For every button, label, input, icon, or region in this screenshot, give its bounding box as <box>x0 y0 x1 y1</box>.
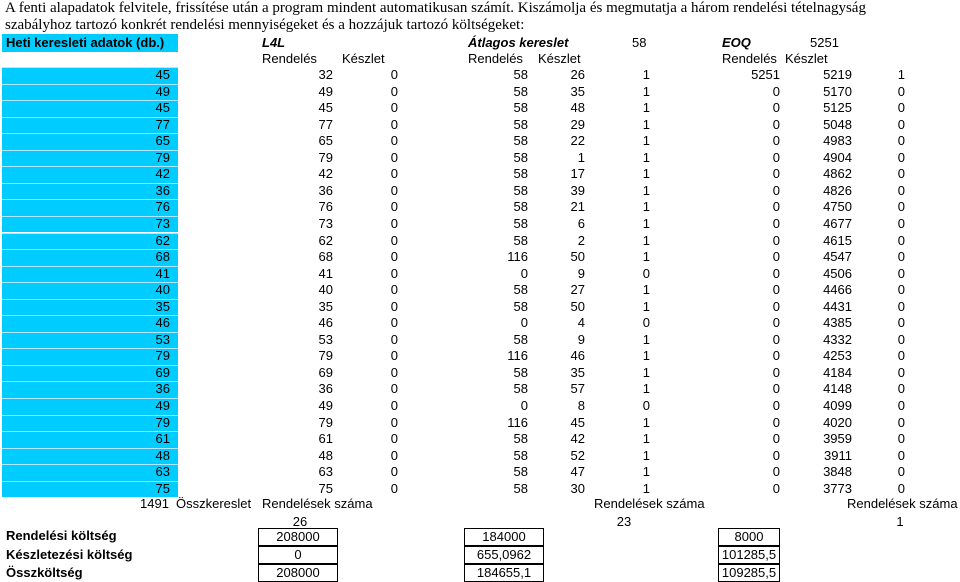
table-cell: 58 <box>513 232 528 248</box>
l4l-label: L4L <box>262 35 286 50</box>
table-cell: 45 <box>318 100 333 116</box>
eoq-order-header: Rendelés <box>722 51 777 66</box>
table-cell: 79 <box>155 348 170 364</box>
table-cell: 4615 <box>823 232 852 248</box>
table-cell: 36 <box>155 381 170 397</box>
table-cell: 0 <box>772 331 780 347</box>
table-cell: 0 <box>390 265 398 281</box>
table-cell: 57 <box>570 381 585 397</box>
table-cell: 4750 <box>823 199 852 215</box>
table-cell: 45 <box>155 67 170 82</box>
table-cell: 0 <box>897 232 905 248</box>
table-cell: 0 <box>390 133 398 149</box>
table-cell: 0 <box>897 381 905 397</box>
table-cell: 1 <box>642 249 650 265</box>
avg-orders-label: Rendelések száma <box>594 496 705 511</box>
table-cell: 58 <box>513 431 528 447</box>
table-cell: 0 <box>772 431 780 447</box>
table-cell: 79 <box>155 149 170 165</box>
table-cell: 1 <box>642 282 650 298</box>
weekly-demand-label: Heti keresleti adatok (db.) <box>6 35 165 50</box>
table-cell: 35 <box>570 364 585 380</box>
table-cell: 27 <box>570 282 585 298</box>
table-cell: 4677 <box>823 215 852 231</box>
table-cell: 4904 <box>823 149 852 165</box>
table-row <box>0 481 960 498</box>
table-cell: 58 <box>513 116 528 132</box>
table-cell: 75 <box>155 480 170 496</box>
table-cell: 0 <box>897 133 905 149</box>
table-cell: 69 <box>155 364 170 380</box>
avg-order-cost: 184000 <box>464 528 544 546</box>
table-cell: 5219 <box>823 67 852 82</box>
avg-order-header: Rendelés <box>468 51 523 66</box>
table-cell: 4099 <box>823 398 852 413</box>
table-cell: 0 <box>897 215 905 231</box>
l4l-total-cost: 208000 <box>258 564 338 582</box>
avg-demand-value: 58 <box>632 35 647 50</box>
table-cell: 58 <box>513 464 528 480</box>
table-cell: 1 <box>642 232 650 248</box>
table-row <box>0 84 960 101</box>
l4l-order-header: Rendelés <box>262 51 317 66</box>
table-row <box>0 431 960 448</box>
table-cell: 36 <box>318 182 333 198</box>
table-row <box>0 133 960 150</box>
table-cell: 2 <box>577 232 585 248</box>
table-cell: 41 <box>155 265 170 281</box>
table-row <box>0 216 960 233</box>
table-cell: 21 <box>570 199 585 215</box>
table-cell: 0 <box>897 431 905 447</box>
table-cell: 0 <box>390 100 398 116</box>
table-cell: 65 <box>155 133 170 149</box>
table-cell: 35 <box>570 83 585 99</box>
table-cell: 0 <box>390 116 398 132</box>
table-cell: 4506 <box>823 265 852 281</box>
table-cell: 0 <box>772 166 780 182</box>
table-cell: 1 <box>642 364 650 380</box>
table-cell: 58 <box>513 282 528 298</box>
table-cell: 30 <box>570 480 585 496</box>
table-cell: 79 <box>155 414 170 430</box>
table-cell: 0 <box>897 315 905 331</box>
table-cell: 0 <box>772 298 780 314</box>
table-cell: 0 <box>897 480 905 496</box>
table-cell: 4253 <box>823 348 852 364</box>
l4l-order-cost: 208000 <box>258 528 338 546</box>
table-cell: 62 <box>318 232 333 248</box>
table-cell: 1 <box>897 67 905 82</box>
table-cell: 116 <box>507 414 528 430</box>
table-cell: 36 <box>318 381 333 397</box>
table-cell: 36 <box>155 182 170 198</box>
table-cell: 1 <box>642 149 650 165</box>
table-cell: 0 <box>390 83 398 99</box>
table-row <box>0 282 960 299</box>
table-cell: 1 <box>642 447 650 463</box>
table-cell: 48 <box>155 447 170 463</box>
table-cell: 5170 <box>823 83 852 99</box>
table-cell: 1 <box>642 464 650 480</box>
table-cell: 0 <box>390 381 398 397</box>
table-cell: 0 <box>390 215 398 231</box>
table-cell: 0 <box>390 232 398 248</box>
table-cell: 4020 <box>823 414 852 430</box>
table-cell: 0 <box>772 447 780 463</box>
table-cell: 0 <box>897 348 905 364</box>
table-row <box>0 266 960 283</box>
table-cell: 50 <box>570 298 585 314</box>
table-cell: 48 <box>570 100 585 116</box>
table-cell: 63 <box>155 464 170 480</box>
table-cell: 0 <box>772 398 780 413</box>
table-cell: 4 <box>577 315 585 331</box>
l4l-stock-header: Készlet <box>342 51 385 66</box>
table-cell: 45 <box>570 414 585 430</box>
table-row <box>0 199 960 216</box>
table-cell: 0 <box>897 149 905 165</box>
table-row <box>0 299 960 316</box>
table-cell: 40 <box>155 282 170 298</box>
table-cell: 41 <box>318 265 333 281</box>
table-cell: 0 <box>642 315 650 331</box>
table-cell: 0 <box>897 447 905 463</box>
table-row <box>0 365 960 382</box>
table-cell: 0 <box>772 265 780 281</box>
l4l-orders-label: Rendelések száma <box>262 496 373 511</box>
table-cell: 0 <box>390 364 398 380</box>
table-cell: 58 <box>513 67 528 82</box>
table-cell: 1 <box>642 298 650 314</box>
table-cell: 0 <box>642 265 650 281</box>
table-cell: 0 <box>772 282 780 298</box>
table-cell: 0 <box>642 398 650 413</box>
table-cell: 22 <box>570 133 585 149</box>
table-cell: 0 <box>390 431 398 447</box>
table-cell: 42 <box>318 166 333 182</box>
table-cell: 48 <box>318 447 333 463</box>
table-row <box>0 117 960 134</box>
table-cell: 62 <box>155 232 170 248</box>
table-cell: 0 <box>772 232 780 248</box>
table-cell: 0 <box>772 315 780 331</box>
intro-line-1: A fenti alapadatok felvitele, frissítése után a program mindent automatikusan számít. Kiszámolja és megmutatja a három rendelési tételnagyság <box>5 0 866 16</box>
table-cell: 0 <box>772 149 780 165</box>
table-cell: 4547 <box>823 249 852 265</box>
table-cell: 77 <box>155 116 170 132</box>
intro-line-2: szabályhoz tartozó konkrét rendelési mennyiségeket és a hozzájuk tartozó költségeket: <box>5 17 525 33</box>
table-cell: 0 <box>390 282 398 298</box>
table-cell: 0 <box>772 116 780 132</box>
eoq-order-cost: 8000 <box>718 528 780 546</box>
table-cell: 0 <box>897 298 905 314</box>
table-cell: 49 <box>318 83 333 99</box>
table-cell: 0 <box>772 381 780 397</box>
table-cell: 4862 <box>823 166 852 182</box>
eoq-label: EOQ <box>722 35 751 50</box>
table-cell: 58 <box>513 166 528 182</box>
table-cell: 0 <box>897 199 905 215</box>
table-row <box>0 381 960 398</box>
table-cell: 79 <box>318 414 333 430</box>
table-cell: 58 <box>513 215 528 231</box>
table-cell: 0 <box>897 414 905 430</box>
eoq-total-cost: 109285,5 <box>718 564 780 582</box>
table-cell: 40 <box>318 282 333 298</box>
table-cell: 42 <box>570 431 585 447</box>
table-cell: 0 <box>390 67 398 82</box>
table-cell: 4184 <box>823 364 852 380</box>
table-cell: 0 <box>772 215 780 231</box>
table-cell: 0 <box>897 116 905 132</box>
table-cell: 4826 <box>823 182 852 198</box>
table-cell: 0 <box>390 398 398 413</box>
table-cell: 9 <box>577 265 585 281</box>
table-cell: 58 <box>513 331 528 347</box>
table-cell: 1 <box>642 133 650 149</box>
table-cell: 0 <box>897 166 905 182</box>
table-row <box>0 348 960 365</box>
table-cell: 6 <box>577 215 585 231</box>
table-cell: 26 <box>570 67 585 82</box>
table-row <box>0 67 960 84</box>
table-cell: 0 <box>897 100 905 116</box>
table-cell: 29 <box>570 116 585 132</box>
eoq-orders-count: 1 <box>896 514 904 529</box>
table-cell: 0 <box>390 298 398 314</box>
table-cell: 76 <box>318 199 333 215</box>
holding-cost-label: Készletezési költség <box>6 547 133 562</box>
table-cell: 1 <box>642 431 650 447</box>
table-cell: 0 <box>520 315 528 331</box>
table-cell: 50 <box>570 249 585 265</box>
table-cell: 1 <box>642 480 650 496</box>
table-cell: 46 <box>318 315 333 331</box>
table-cell: 58 <box>513 298 528 314</box>
table-cell: 42 <box>155 166 170 182</box>
table-cell: 5125 <box>823 100 852 116</box>
table-cell: 75 <box>318 480 333 496</box>
total-demand-value: 1491 <box>140 496 169 511</box>
table-cell: 61 <box>155 431 170 447</box>
table-cell: 0 <box>897 331 905 347</box>
table-cell: 58 <box>513 447 528 463</box>
table-cell: 5251 <box>751 67 780 82</box>
table-row <box>0 415 960 432</box>
table-cell: 0 <box>390 249 398 265</box>
table-cell: 4385 <box>823 315 852 331</box>
table-cell: 3911 <box>824 447 852 463</box>
table-cell: 4148 <box>823 381 852 397</box>
table-cell: 0 <box>390 149 398 165</box>
avg-stock-header: Készlet <box>538 51 581 66</box>
total-demand-label: Összkereslet <box>176 496 252 511</box>
table-cell: 3848 <box>823 464 852 480</box>
table-cell: 35 <box>318 298 333 314</box>
table-cell: 0 <box>390 166 398 182</box>
table-cell: 4466 <box>823 282 852 298</box>
table-cell: 49 <box>155 83 170 99</box>
intro-text <box>5 0 960 34</box>
table-cell: 0 <box>897 182 905 198</box>
table-cell: 1 <box>642 100 650 116</box>
table-cell: 0 <box>772 480 780 496</box>
table-cell: 0 <box>897 249 905 265</box>
table-cell: 58 <box>513 199 528 215</box>
table-cell: 1 <box>642 67 650 82</box>
table-cell: 58 <box>513 83 528 99</box>
table-cell: 45 <box>155 100 170 116</box>
table-row <box>0 183 960 200</box>
table-cell: 0 <box>520 265 528 281</box>
table-row <box>0 100 960 117</box>
table-cell: 1 <box>642 348 650 364</box>
table-cell: 0 <box>390 414 398 430</box>
table-cell: 68 <box>318 249 333 265</box>
table-cell: 0 <box>390 447 398 463</box>
table-cell: 58 <box>513 480 528 496</box>
avg-total-cost: 184655,1 <box>464 564 544 582</box>
table-cell: 46 <box>570 348 585 364</box>
table-cell: 46 <box>155 315 170 331</box>
table-cell: 1 <box>642 116 650 132</box>
table-cell: 58 <box>513 364 528 380</box>
table-cell: 9 <box>577 331 585 347</box>
table-cell: 79 <box>318 149 333 165</box>
table-cell: 35 <box>155 298 170 314</box>
l4l-orders-count: 26 <box>292 514 308 529</box>
table-row <box>0 150 960 167</box>
avg-demand-label: Átlagos kereslet <box>468 35 569 50</box>
weekly-demand-header <box>2 34 178 52</box>
table-cell: 0 <box>520 398 528 413</box>
table-row <box>0 332 960 349</box>
table-cell: 1 <box>642 199 650 215</box>
l4l-holding-cost: 0 <box>258 546 338 564</box>
table-cell: 47 <box>570 464 585 480</box>
table-cell: 39 <box>570 182 585 198</box>
table-cell: 0 <box>772 464 780 480</box>
table-cell: 0 <box>390 182 398 198</box>
table-cell: 0 <box>390 331 398 347</box>
table-row <box>0 315 960 332</box>
table-cell: 69 <box>318 364 333 380</box>
eoq-stock-header: Készlet <box>785 51 828 66</box>
table-cell: 58 <box>513 182 528 198</box>
table-cell: 0 <box>390 348 398 364</box>
eoq-holding-cost: 101285,5 <box>718 546 780 564</box>
table-cell: 79 <box>318 348 333 364</box>
table-cell: 17 <box>570 166 585 182</box>
avg-orders-count: 23 <box>616 514 632 529</box>
table-cell: 58 <box>513 149 528 165</box>
table-cell: 116 <box>507 348 528 364</box>
table-cell: 1 <box>642 414 650 430</box>
table-cell: 0 <box>772 100 780 116</box>
table-cell: 1 <box>577 149 585 165</box>
table-cell: 0 <box>772 364 780 380</box>
eoq-value: 5251 <box>810 35 839 50</box>
table-row <box>0 464 960 481</box>
table-cell: 1 <box>642 215 650 231</box>
table-cell: 58 <box>513 100 528 116</box>
table-cell: 1 <box>642 331 650 347</box>
table-cell: 1 <box>642 83 650 99</box>
table-cell: 0 <box>772 348 780 364</box>
table-row <box>0 249 960 266</box>
table-cell: 49 <box>155 398 170 413</box>
table-cell: 4431 <box>823 298 852 314</box>
order-cost-label: Rendelési költség <box>6 528 117 543</box>
table-cell: 0 <box>772 199 780 215</box>
table-cell: 3773 <box>823 480 852 496</box>
table-cell: 0 <box>897 83 905 99</box>
table-row <box>0 166 960 183</box>
table-cell: 1 <box>642 166 650 182</box>
table-cell: 58 <box>513 133 528 149</box>
table-cell: 0 <box>897 398 905 413</box>
table-cell: 73 <box>155 215 170 231</box>
table-row <box>0 233 960 250</box>
table-cell: 0 <box>897 364 905 380</box>
table-cell: 76 <box>155 199 170 215</box>
total-cost-label: Összköltség <box>6 565 83 580</box>
table-cell: 0 <box>390 199 398 215</box>
table-cell: 8 <box>577 398 585 413</box>
table-cell: 32 <box>318 67 333 82</box>
table-cell: 0 <box>772 133 780 149</box>
table-row <box>0 398 960 415</box>
table-cell: 58 <box>513 381 528 397</box>
table-cell: 61 <box>318 431 333 447</box>
avg-holding-cost: 655,0962 <box>464 546 544 564</box>
table-cell: 0 <box>390 480 398 496</box>
table-cell: 49 <box>318 398 333 413</box>
table-cell: 77 <box>318 116 333 132</box>
table-cell: 53 <box>318 331 333 347</box>
table-row <box>0 448 960 465</box>
table-cell: 0 <box>897 265 905 281</box>
table-cell: 0 <box>772 182 780 198</box>
table-cell: 63 <box>318 464 333 480</box>
eoq-orders-label: Rendelések száma <box>847 496 958 511</box>
table-cell: 0 <box>390 315 398 331</box>
table-cell: 73 <box>318 215 333 231</box>
table-cell: 0 <box>897 464 905 480</box>
table-cell: 0 <box>772 414 780 430</box>
table-cell: 0 <box>772 249 780 265</box>
table-cell: 4983 <box>823 133 852 149</box>
table-cell: 0 <box>897 282 905 298</box>
table-cell: 4332 <box>823 331 852 347</box>
table-cell: 1 <box>642 381 650 397</box>
table-cell: 0 <box>390 464 398 480</box>
table-cell: 1 <box>642 182 650 198</box>
table-cell: 0 <box>772 83 780 99</box>
table-cell: 3959 <box>823 431 852 447</box>
table-cell: 65 <box>318 133 333 149</box>
table-cell: 5048 <box>823 116 852 132</box>
table-cell: 68 <box>155 249 170 265</box>
table-cell: 52 <box>570 447 585 463</box>
table-cell: 116 <box>507 249 528 265</box>
table-cell: 53 <box>155 331 170 347</box>
